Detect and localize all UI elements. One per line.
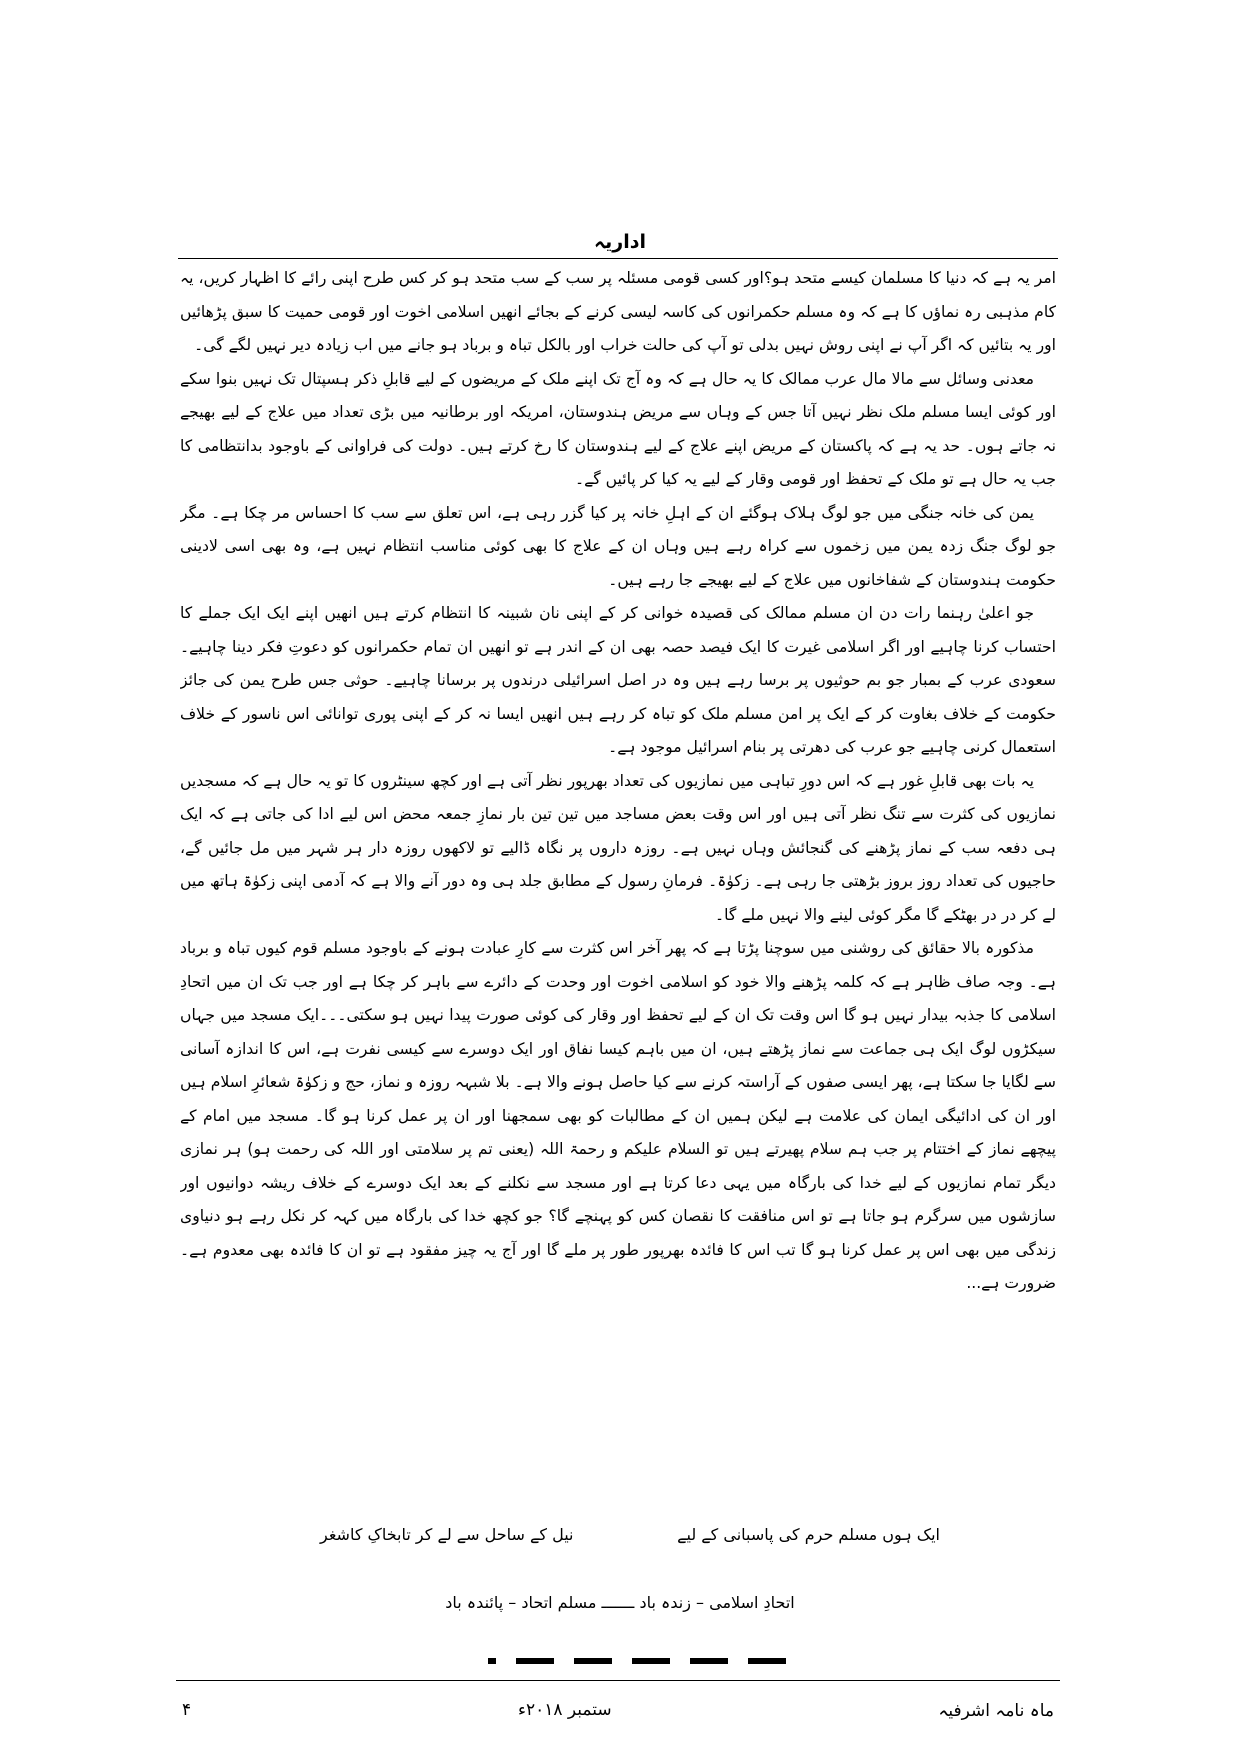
paragraph: امر یہ ہے کہ دنیا کا مسلمان کیسے متحد ہو؟اور کسی قومی مسئلہ پر سب کے سب متحد ہو کر کس طرح اپنی رائے کا اظہار کریں، یہ کام مذہبی رہ نماؤں کا ہے کہ وہ مسلم حکمرانوں کی کاسہ لیسی کرنے کے بجائے انھیں اسلامی اخوت اور قومی حمیت کا سبق پڑھائیں اور یہ بتائیں کہ اگر آپ نے اپنی روش نہیں بدلی تو آپ کی حالت خراب اور بالکل تباہ و برباد ہو جانے میں اب زیادہ دیر نہیں لگے گی۔ — [180, 269, 1056, 354]
paragraph: مذکورہ بالا حقائق کی روشنی میں سوچنا پڑتا ہے کہ پھر آخر اس کثرت سے کارِ عبادت ہونے کے باوجود مسلم قوم کیوں تباہ و برباد ہے۔ وجہ صاف ظاہر ہے کہ کلمہ پڑھنے والا خود کو اسلامی اخوت اور وحدت کے دائرے سے باہر کر چکا ہے اور جب تک ان میں اتحادِ اسلامی کا جذبہ بیدار نہیں ہو گا اس وقت تک ان کے لیے تحفظ اور وقار کی کوئی صورت پیدا نہیں ہو سکتی۔۔۔ایک مسجد میں جہاں سیکڑوں لوگ ایک ہی جماعت سے نماز پڑھتے ہیں، ان میں باہم کیسا نفاق اور ایک دوسرے سے کیسی نفرت ہے، اس کا اندازہ آسانی سے لگایا جا سکتا ہے، پھر ایسی صفوں کے آراستہ کرنے سے کیا حاصل ہونے والا ہے۔ بلا شبہہ روزہ و نماز، حج و زکوٰۃ شعائرِ اسلام ہیں اور ان کی ادائیگی ایمان کی علامت ہے لیکن ہمیں ان کے مطالبات کو بھی سمجھنا اور ان پر عمل کرنا ہو گا۔ مسجد میں امام کے پیچھے نماز کے اختتام پر جب ہم سلام پھیرتے ہیں تو السلام علیکم و رحمۃ اللہ (یعنی تم پر سلامتی اور اللہ کی رحمت ہو) ہر نمازی دیگر تمام نمازیوں کے لیے خدا کی بارگاہ میں یہی دعا کرتا ہے اور مسجد سے نکلنے کے بعد ایک دوسرے کے خلاف ریشہ دوانیوں اور سازشوں میں سرگرم ہو جاتا ہے تو اس منافقت کا نقصان کس کو پہنچے گا؟ جو کچھ خدا کی بارگاہ میں کہہ کر نکل رہے ہو دنیاوی زندگی میں بھی اس پر عمل کرنا ہو گا تب اس کا فائدہ بھرپور طور پر ملے گا اور آج یہ چیز مفقود ہے تو ان کا فائدہ بھی معدوم ہے۔ ضرورت ہے... — [180, 939, 1056, 1292]
section-title: اداریہ — [594, 231, 646, 253]
issue-date: ستمبر ۲۰۱۸ء — [517, 1700, 612, 1720]
divider-dash — [690, 1658, 728, 1664]
paragraph: معدنی وسائل سے مالا مال عرب ممالک کا یہ حال ہے کہ وہ آج تک اپنے ملک کے مریضوں کے لیے قابلِ ذکر ہسپتال تک نہیں بنوا سکے اور کوئی ایسا مسلم ملک نظر نہیں آتا جس کے وہاں سے مریض ہندوستان، امریکہ اور برطانیہ میں بڑی تعداد میں علاج کے لیے بھیجے نہ جاتے ہوں۔ حد یہ ہے کہ پاکستان کے مریض اپنے علاج کے لیے ہندوستان کا رخ کرتے ہیں۔ دولت کی فراوانی کے باوجود بدانتظامی کا جب یہ حال ہے تو ملک کے تحفظ اور قومی وقار کے لیے یہ کیا کر پائیں گے۔ — [180, 369, 1056, 488]
verse-second-hemistich: نیل کے ساحل سے لے کر تابخاکِ کاشغر — [320, 1525, 574, 1544]
page-number: ۴ — [182, 1700, 192, 1720]
divider-dash — [574, 1658, 612, 1664]
paragraph: جو اعلیٰ رہنما رات دن ان مسلم ممالک کی قصیدہ خوانی کر کے اپنی نان شبینہ کا انتظام کرتے ہیں انھیں اپنے ایک ایک جملے کا احتساب کرنا چاہیے اور اگر اسلامی غیرت کا ایک فیصد حصہ بھی ان کے اندر ہے تو انھیں ان تمام حکمرانوں کو دعوتِ فکر دینا چاہیے۔ سعودی عرب کے بمبار جو بم حوثیوں پر برسا رہے ہیں وہ در اصل اسرائیلی درندوں پر برسانا چاہیے۔ حوثی جس طرح یمن کی جائز حکومت کے خلاف بغاوت کر کے ایک پر امن مسلم ملک کو تباہ کر رہے ہیں انھیں ایسا نہ کر کے اپنی پوری توانائی اس ناسور کے خلاف استعمال کرنی چاہیے جو عرب کی دھرتی پر بنام اسرائیل موجود ہے۔ — [180, 604, 1056, 756]
page-footer — [182, 1690, 1054, 1730]
paragraph: یمن کی خانہ جنگی میں جو لوگ ہلاک ہوگئے ان کے اہلِ خانہ پر کیا گزر رہی ہے، اس تعلق سے سب کا احساس مر چکا ہے۔ مگر جو لوگ جنگ زدہ یمن میں زخموں سے کراہ رہے ہیں وہاں ان کے علاج کا بھی کوئی مناسب انتظام نہیں ہے، وہ بھی اسی لادینی حکومت ہندوستان کے شفاخانوں میں علاج کے لیے بھیجے جا رہے ہیں۔ — [180, 503, 1056, 589]
header-rule — [178, 258, 1058, 259]
couplet-line — [300, 1520, 960, 1550]
unity-slogan: اتحادِ اسلامی – زندہ باد ـــــــ مسلم اتحاد – پائندہ باد — [445, 1593, 795, 1612]
end-of-article-divider — [488, 1658, 786, 1664]
divider-dash — [488, 1658, 496, 1664]
divider-dash — [748, 1658, 786, 1664]
magazine-name: ماہ نامہ اشرفیہ — [938, 1700, 1054, 1721]
verse-first-hemistich: ایک ہوں مسلم حرم کی پاسبانی کے لیے — [677, 1525, 940, 1544]
footer-rule — [176, 1680, 1060, 1681]
article-body — [180, 262, 1056, 1502]
poetry-couplet — [300, 1520, 960, 1550]
divider-dash — [632, 1658, 670, 1664]
paragraph: یہ بات بھی قابلِ غور ہے کہ اس دورِ تباہی میں نمازیوں کی تعداد بھرپور نظر آتی ہے اور کچھ سینٹروں کا تو یہ حال ہے کہ مسجدیں نمازیوں کی کثرت سے تنگ نظر آتی ہیں اور اس وقت بعض مساجد میں تین تین بار نمازِ جمعہ محض اس لیے ادا کی جاتی ہے کہ ایک ہی دفعہ سب کے نماز پڑھنے کی گنجائش وہاں نہیں ہے۔ روزہ داروں پر نگاہ ڈالیے تو لاکھوں روزہ دار ہر شہر میں مل جائیں گے، حاجیوں کی تعداد روز بروز بڑھتی جا رہی ہے۔ زکوٰۃ۔ فرمانِ رسول کے مطابق جلد ہی وہ دور آنے والا ہے کہ آدمی اپنی زکوٰۃ ہاتھ میں لے کر در در بھٹکے گا مگر کوئی لینے والا نہیں ملے گا۔ — [180, 771, 1056, 924]
divider-dash — [516, 1658, 554, 1664]
